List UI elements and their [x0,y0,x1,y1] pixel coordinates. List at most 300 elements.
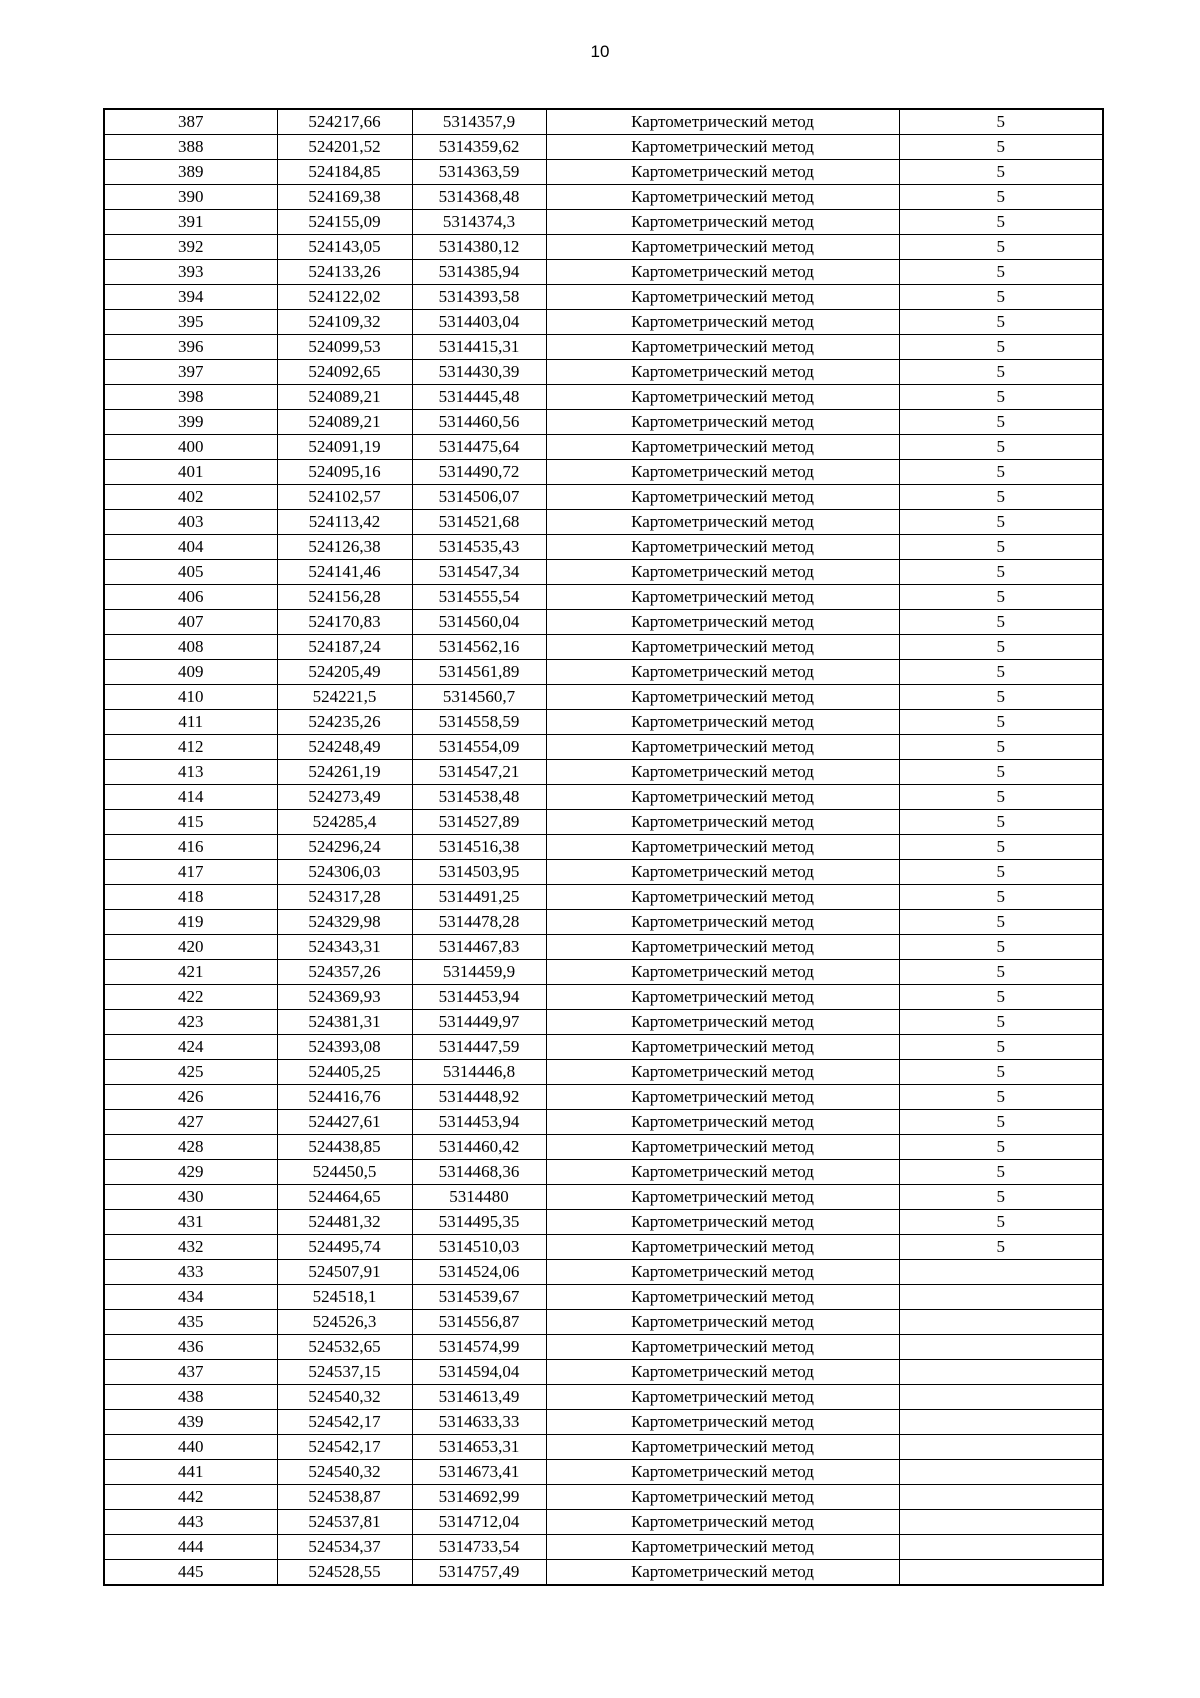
table-row [104,760,1103,785]
y-coordinate-cell: 5314447,59 [412,1035,546,1060]
point-number-cell: 422 [104,985,277,1010]
table-row [104,335,1103,360]
point-number-cell: 410 [104,685,277,710]
x-coordinate-cell: 524538,87 [277,1485,412,1510]
point-number-cell: 440 [104,1435,277,1460]
point-number-cell: 393 [104,260,277,285]
y-coordinate-cell: 5314554,09 [412,735,546,760]
point-number-cell: 395 [104,310,277,335]
x-coordinate-cell: 524091,19 [277,435,412,460]
method-cell: Картометрический метод [546,535,899,560]
x-coordinate-cell: 524542,17 [277,1410,412,1435]
accuracy-cell [899,1510,1103,1535]
y-coordinate-cell: 5314547,34 [412,560,546,585]
coordinates-table [103,108,1104,1586]
table-row [104,585,1103,610]
accuracy-cell: 5 [899,335,1103,360]
y-coordinate-cell: 5314459,9 [412,960,546,985]
x-coordinate-cell: 524329,98 [277,910,412,935]
accuracy-cell: 5 [899,160,1103,185]
accuracy-cell [899,1560,1103,1586]
accuracy-cell: 5 [899,360,1103,385]
table-row [104,960,1103,985]
table-row [104,235,1103,260]
accuracy-cell: 5 [899,1060,1103,1085]
point-number-cell: 413 [104,760,277,785]
x-coordinate-cell: 524438,85 [277,1135,412,1160]
accuracy-cell: 5 [899,810,1103,835]
accuracy-cell: 5 [899,710,1103,735]
method-cell: Картометрический метод [546,960,899,985]
point-number-cell: 424 [104,1035,277,1060]
table-row [104,1560,1103,1586]
y-coordinate-cell: 5314374,3 [412,210,546,235]
x-coordinate-cell: 524306,03 [277,860,412,885]
x-coordinate-cell: 524248,49 [277,735,412,760]
table-row [104,185,1103,210]
method-cell: Картометрический метод [546,235,899,260]
table-row [104,710,1103,735]
x-coordinate-cell: 524221,5 [277,685,412,710]
method-cell: Картометрический метод [546,1510,899,1535]
x-coordinate-cell: 524528,55 [277,1560,412,1586]
accuracy-cell: 5 [899,1185,1103,1210]
x-coordinate-cell: 524296,24 [277,835,412,860]
accuracy-cell: 5 [899,860,1103,885]
x-coordinate-cell: 524526,3 [277,1310,412,1335]
y-coordinate-cell: 5314506,07 [412,485,546,510]
point-number-cell: 411 [104,710,277,735]
x-coordinate-cell: 524542,17 [277,1435,412,1460]
table-row [104,1235,1103,1260]
accuracy-cell: 5 [899,960,1103,985]
y-coordinate-cell: 5314535,43 [412,535,546,560]
x-coordinate-cell: 524184,85 [277,160,412,185]
method-cell: Картометрический метод [546,910,899,935]
y-coordinate-cell: 5314430,39 [412,360,546,385]
accuracy-cell [899,1285,1103,1310]
point-number-cell: 392 [104,235,277,260]
method-cell: Картометрический метод [546,135,899,160]
x-coordinate-cell: 524089,21 [277,410,412,435]
x-coordinate-cell: 524464,65 [277,1185,412,1210]
method-cell: Картометрический метод [546,1260,899,1285]
table-row [104,785,1103,810]
accuracy-cell [899,1535,1103,1560]
table-row [104,1310,1103,1335]
method-cell: Картометрический метод [546,360,899,385]
x-coordinate-cell: 524507,91 [277,1260,412,1285]
accuracy-cell [899,1385,1103,1410]
table-row [104,485,1103,510]
point-number-cell: 396 [104,335,277,360]
point-number-cell: 397 [104,360,277,385]
accuracy-cell: 5 [899,535,1103,560]
x-coordinate-cell: 524099,53 [277,335,412,360]
point-number-cell: 436 [104,1335,277,1360]
x-coordinate-cell: 524205,49 [277,660,412,685]
x-coordinate-cell: 524537,15 [277,1360,412,1385]
table-row [104,460,1103,485]
accuracy-cell: 5 [899,1110,1103,1135]
table-row [104,109,1103,135]
method-cell: Картометрический метод [546,1210,899,1235]
x-coordinate-cell: 524141,46 [277,560,412,585]
y-coordinate-cell: 5314521,68 [412,510,546,535]
y-coordinate-cell: 5314363,59 [412,160,546,185]
y-coordinate-cell: 5314460,42 [412,1135,546,1160]
point-number-cell: 405 [104,560,277,585]
point-number-cell: 406 [104,585,277,610]
y-coordinate-cell: 5314524,06 [412,1260,546,1285]
accuracy-cell: 5 [899,1035,1103,1060]
accuracy-cell: 5 [899,610,1103,635]
method-cell: Картометрический метод [546,660,899,685]
method-cell: Картометрический метод [546,1135,899,1160]
y-coordinate-cell: 5314560,7 [412,685,546,710]
method-cell: Картометрический метод [546,1235,899,1260]
x-coordinate-cell: 524143,05 [277,235,412,260]
y-coordinate-cell: 5314460,56 [412,410,546,435]
table-row [104,1285,1103,1310]
method-cell: Картометрический метод [546,1035,899,1060]
method-cell: Картометрический метод [546,1160,899,1185]
y-coordinate-cell: 5314478,28 [412,910,546,935]
method-cell: Картометрический метод [546,985,899,1010]
x-coordinate-cell: 524427,61 [277,1110,412,1135]
point-number-cell: 421 [104,960,277,985]
table-row [104,1260,1103,1285]
x-coordinate-cell: 524393,08 [277,1035,412,1060]
method-cell: Картометрический метод [546,1335,899,1360]
point-number-cell: 443 [104,1510,277,1535]
table-row [104,410,1103,435]
table-row [104,285,1103,310]
y-coordinate-cell: 5314385,94 [412,260,546,285]
table-row [104,1035,1103,1060]
table-row [104,560,1103,585]
x-coordinate-cell: 524537,81 [277,1510,412,1535]
method-cell: Картометрический метод [546,160,899,185]
y-coordinate-cell: 5314633,33 [412,1410,546,1435]
method-cell: Картометрический метод [546,585,899,610]
y-coordinate-cell: 5314561,89 [412,660,546,685]
accuracy-cell: 5 [899,185,1103,210]
x-coordinate-cell: 524095,16 [277,460,412,485]
x-coordinate-cell: 524155,09 [277,210,412,235]
y-coordinate-cell: 5314449,97 [412,1010,546,1035]
x-coordinate-cell: 524201,52 [277,135,412,160]
table-row [104,910,1103,935]
point-number-cell: 423 [104,1010,277,1035]
accuracy-cell: 5 [899,210,1103,235]
method-cell: Картометрический метод [546,210,899,235]
table-row [104,160,1103,185]
point-number-cell: 408 [104,635,277,660]
table-row [104,210,1103,235]
point-number-cell: 427 [104,1110,277,1135]
table-row [104,935,1103,960]
y-coordinate-cell: 5314558,59 [412,710,546,735]
point-number-cell: 402 [104,485,277,510]
accuracy-cell: 5 [899,235,1103,260]
point-number-cell: 404 [104,535,277,560]
method-cell: Картометрический метод [546,310,899,335]
table-row [104,1335,1103,1360]
accuracy-cell: 5 [899,785,1103,810]
x-coordinate-cell: 524285,4 [277,810,412,835]
accuracy-cell: 5 [899,685,1103,710]
table-row [104,885,1103,910]
table-row [104,1360,1103,1385]
point-number-cell: 389 [104,160,277,185]
method-cell: Картометрический метод [546,1110,899,1135]
accuracy-cell [899,1335,1103,1360]
table-row [104,1010,1103,1035]
coordinates-table-body [104,109,1103,1585]
y-coordinate-cell: 5314757,49 [412,1560,546,1586]
point-number-cell: 414 [104,785,277,810]
x-coordinate-cell: 524126,38 [277,535,412,560]
accuracy-cell: 5 [899,1235,1103,1260]
x-coordinate-cell: 524156,28 [277,585,412,610]
table-row [104,610,1103,635]
method-cell: Картометрический метод [546,1410,899,1435]
table-row [104,735,1103,760]
x-coordinate-cell: 524416,76 [277,1085,412,1110]
point-number-cell: 416 [104,835,277,860]
x-coordinate-cell: 524170,83 [277,610,412,635]
accuracy-cell [899,1435,1103,1460]
point-number-cell: 434 [104,1285,277,1310]
method-cell: Картометрический метод [546,735,899,760]
method-cell: Картометрический метод [546,1435,899,1460]
x-coordinate-cell: 524169,38 [277,185,412,210]
table-row [104,360,1103,385]
table-row [104,310,1103,335]
accuracy-cell: 5 [899,985,1103,1010]
accuracy-cell: 5 [899,885,1103,910]
point-number-cell: 442 [104,1485,277,1510]
table-row [104,1085,1103,1110]
accuracy-cell [899,1410,1103,1435]
method-cell: Картометрический метод [546,109,899,135]
accuracy-cell: 5 [899,135,1103,160]
x-coordinate-cell: 524273,49 [277,785,412,810]
method-cell: Картометрический метод [546,1010,899,1035]
y-coordinate-cell: 5314453,94 [412,1110,546,1135]
accuracy-cell: 5 [899,510,1103,535]
x-coordinate-cell: 524092,65 [277,360,412,385]
x-coordinate-cell: 524540,32 [277,1385,412,1410]
accuracy-cell: 5 [899,835,1103,860]
accuracy-cell: 5 [899,1010,1103,1035]
y-coordinate-cell: 5314467,83 [412,935,546,960]
y-coordinate-cell: 5314516,38 [412,835,546,860]
table-row [104,1385,1103,1410]
y-coordinate-cell: 5314556,87 [412,1310,546,1335]
y-coordinate-cell: 5314538,48 [412,785,546,810]
table-row [104,1135,1103,1160]
accuracy-cell [899,1460,1103,1485]
x-coordinate-cell: 524534,37 [277,1535,412,1560]
x-coordinate-cell: 524481,32 [277,1210,412,1235]
point-number-cell: 400 [104,435,277,460]
point-number-cell: 401 [104,460,277,485]
accuracy-cell [899,1260,1103,1285]
y-coordinate-cell: 5314673,41 [412,1460,546,1485]
accuracy-cell: 5 [899,735,1103,760]
accuracy-cell: 5 [899,109,1103,135]
y-coordinate-cell: 5314527,89 [412,810,546,835]
table-row [104,535,1103,560]
point-number-cell: 409 [104,660,277,685]
x-coordinate-cell: 524343,31 [277,935,412,960]
accuracy-cell: 5 [899,585,1103,610]
x-coordinate-cell: 524518,1 [277,1285,412,1310]
y-coordinate-cell: 5314594,04 [412,1360,546,1385]
x-coordinate-cell: 524217,66 [277,109,412,135]
method-cell: Картометрический метод [546,560,899,585]
method-cell: Картометрический метод [546,710,899,735]
method-cell: Картометрический метод [546,435,899,460]
y-coordinate-cell: 5314475,64 [412,435,546,460]
point-number-cell: 412 [104,735,277,760]
point-number-cell: 432 [104,1235,277,1260]
y-coordinate-cell: 5314415,31 [412,335,546,360]
table-row [104,660,1103,685]
method-cell: Картометрический метод [546,860,899,885]
method-cell: Картометрический метод [546,1535,899,1560]
x-coordinate-cell: 524187,24 [277,635,412,660]
point-number-cell: 445 [104,1560,277,1586]
accuracy-cell: 5 [899,910,1103,935]
accuracy-cell: 5 [899,385,1103,410]
x-coordinate-cell: 524381,31 [277,1010,412,1035]
table-row [104,1535,1103,1560]
table-row [104,1435,1103,1460]
point-number-cell: 430 [104,1185,277,1210]
method-cell: Картометрический метод [546,410,899,435]
accuracy-cell: 5 [899,285,1103,310]
y-coordinate-cell: 5314539,67 [412,1285,546,1310]
accuracy-cell: 5 [899,1085,1103,1110]
point-number-cell: 387 [104,109,277,135]
y-coordinate-cell: 5314480 [412,1185,546,1210]
accuracy-cell: 5 [899,435,1103,460]
table-row [104,385,1103,410]
point-number-cell: 429 [104,1160,277,1185]
point-number-cell: 417 [104,860,277,885]
method-cell: Картометрический метод [546,485,899,510]
x-coordinate-cell: 524357,26 [277,960,412,985]
method-cell: Картометрический метод [546,1485,899,1510]
x-coordinate-cell: 524109,32 [277,310,412,335]
table-row [104,1210,1103,1235]
y-coordinate-cell: 5314453,94 [412,985,546,1010]
point-number-cell: 426 [104,1085,277,1110]
method-cell: Картометрический метод [546,1460,899,1485]
table-row [104,1485,1103,1510]
accuracy-cell: 5 [899,1135,1103,1160]
point-number-cell: 433 [104,1260,277,1285]
method-cell: Картометрический метод [546,935,899,960]
method-cell: Картометрический метод [546,1385,899,1410]
table-row [104,1460,1103,1485]
accuracy-cell: 5 [899,1160,1103,1185]
y-coordinate-cell: 5314359,62 [412,135,546,160]
y-coordinate-cell: 5314403,04 [412,310,546,335]
method-cell: Картометрический метод [546,1310,899,1335]
y-coordinate-cell: 5314490,72 [412,460,546,485]
point-number-cell: 431 [104,1210,277,1235]
point-number-cell: 444 [104,1535,277,1560]
point-number-cell: 407 [104,610,277,635]
point-number-cell: 390 [104,185,277,210]
point-number-cell: 403 [104,510,277,535]
table-row [104,260,1103,285]
method-cell: Картометрический метод [546,1360,899,1385]
method-cell: Картометрический метод [546,260,899,285]
accuracy-cell: 5 [899,935,1103,960]
x-coordinate-cell: 524122,02 [277,285,412,310]
x-coordinate-cell: 524235,26 [277,710,412,735]
x-coordinate-cell: 524369,93 [277,985,412,1010]
table-row [104,835,1103,860]
table-row [104,635,1103,660]
accuracy-cell: 5 [899,1210,1103,1235]
y-coordinate-cell: 5314562,16 [412,635,546,660]
y-coordinate-cell: 5314393,58 [412,285,546,310]
point-number-cell: 391 [104,210,277,235]
x-coordinate-cell: 524495,74 [277,1235,412,1260]
y-coordinate-cell: 5314368,48 [412,185,546,210]
y-coordinate-cell: 5314560,04 [412,610,546,635]
accuracy-cell: 5 [899,560,1103,585]
method-cell: Картометрический метод [546,385,899,410]
y-coordinate-cell: 5314380,12 [412,235,546,260]
point-number-cell: 435 [104,1310,277,1335]
method-cell: Картометрический метод [546,785,899,810]
y-coordinate-cell: 5314613,49 [412,1385,546,1410]
y-coordinate-cell: 5314510,03 [412,1235,546,1260]
method-cell: Картометрический метод [546,835,899,860]
point-number-cell: 399 [104,410,277,435]
table-row [104,435,1103,460]
table-row [104,1185,1103,1210]
accuracy-cell: 5 [899,460,1103,485]
point-number-cell: 438 [104,1385,277,1410]
accuracy-cell: 5 [899,310,1103,335]
y-coordinate-cell: 5314495,35 [412,1210,546,1235]
method-cell: Картометрический метод [546,185,899,210]
y-coordinate-cell: 5314555,54 [412,585,546,610]
table-row [104,685,1103,710]
y-coordinate-cell: 5314448,92 [412,1085,546,1110]
method-cell: Картометрический метод [546,460,899,485]
table-row [104,1160,1103,1185]
y-coordinate-cell: 5314547,21 [412,760,546,785]
x-coordinate-cell: 524450,5 [277,1160,412,1185]
accuracy-cell: 5 [899,485,1103,510]
method-cell: Картометрический метод [546,285,899,310]
y-coordinate-cell: 5314468,36 [412,1160,546,1185]
method-cell: Картометрический метод [546,335,899,360]
table-row [104,985,1103,1010]
y-coordinate-cell: 5314357,9 [412,109,546,135]
table-row [104,860,1103,885]
table-row [104,1110,1103,1135]
